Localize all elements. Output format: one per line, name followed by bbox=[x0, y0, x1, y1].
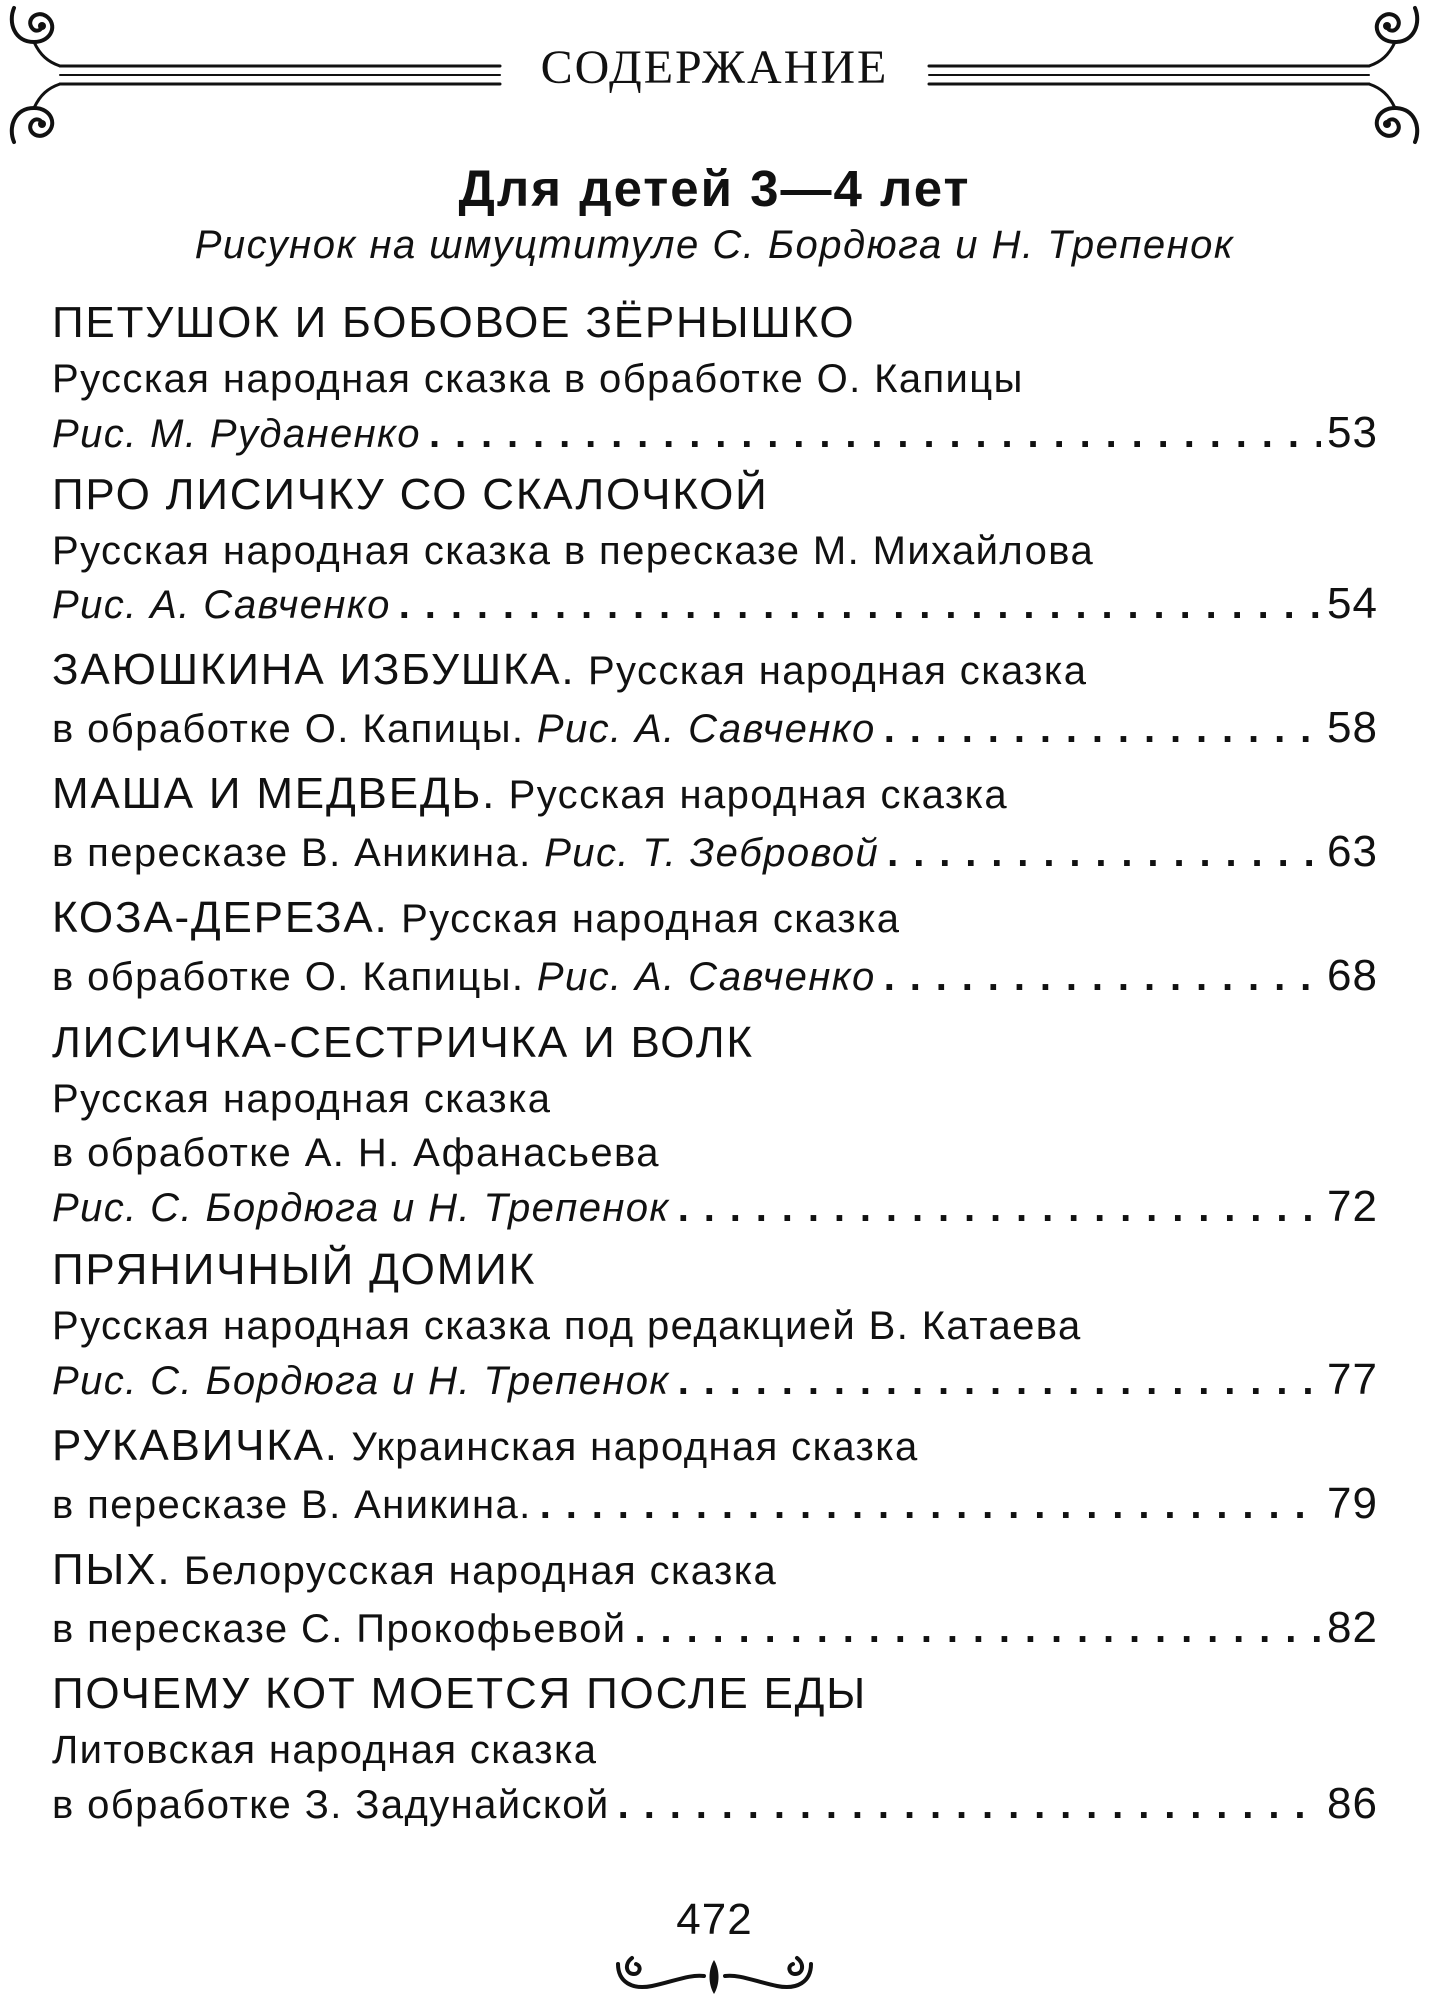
toc-entry-title[interactable]: МАША И МЕДВЕДЬ. bbox=[52, 769, 497, 818]
toc-entry-page[interactable]: 86 bbox=[1327, 1779, 1378, 1828]
toc-entry-credit-line bbox=[52, 1600, 1378, 1657]
toc-entry-page[interactable]: 72 bbox=[1327, 1182, 1378, 1231]
dot-leader bbox=[635, 1601, 1322, 1657]
dot-leader bbox=[887, 825, 1321, 881]
toc-entry-illustrator: Рис. С. Бордюга и Н. Трепенок bbox=[52, 1359, 670, 1403]
page-heading: СОДЕРЖАНИЕ bbox=[540, 41, 889, 94]
toc-entry-page[interactable]: 63 bbox=[1327, 827, 1378, 876]
toc-entry-description: в обработке А. Н. Афанасьева bbox=[52, 1131, 660, 1175]
toc-entry-title[interactable]: ЗАЮШКИНА ИЗБУШКА. bbox=[52, 645, 576, 694]
dot-leader bbox=[678, 1180, 1321, 1236]
toc-entry-description: Белорусская народная сказка bbox=[183, 1549, 778, 1593]
toc-entry-description: Русская народная сказка в пересказе М. Михайлова bbox=[52, 529, 1095, 573]
toc-entry-credit-line bbox=[52, 948, 1378, 1005]
toc-entry-title[interactable]: КОЗА-ДЕРЕЗА. bbox=[52, 893, 389, 942]
toc-entry-page[interactable]: 82 bbox=[1327, 1603, 1378, 1652]
toc-entry-description: в обработке О. Капицы. bbox=[52, 955, 525, 999]
toc-entry-title[interactable]: РУКАВИЧКА. bbox=[52, 1421, 339, 1470]
dot-leader bbox=[884, 701, 1321, 757]
toc-entry-description: в обработке З. Задунайской bbox=[52, 1783, 610, 1827]
toc-entry-illustrator: Рис. А. Савченко bbox=[536, 955, 876, 999]
toc-entry-description: Литовская народная сказка bbox=[52, 1728, 598, 1772]
toc-entry-page[interactable]: 54 bbox=[1327, 579, 1378, 628]
toc-entry-illustrator: Рис. С. Бордюга и Н. Трепенок bbox=[52, 1186, 670, 1230]
toc-entry-page[interactable]: 58 bbox=[1327, 703, 1378, 752]
toc-entry-illustrator: Рис. М. Руданенко bbox=[52, 412, 421, 456]
toc-entry-description: Русская народная сказка bbox=[587, 649, 1088, 693]
toc-entry-credit-line bbox=[52, 1476, 1378, 1533]
toc-entry-credit-line bbox=[52, 700, 1378, 757]
footer-scroll-ornament-icon bbox=[612, 1952, 817, 1996]
toc-entry-page[interactable]: 77 bbox=[1327, 1355, 1378, 1404]
page-header bbox=[0, 0, 1429, 150]
toc-entry-title[interactable]: ПРЯНИЧНЫЙ ДОМИК bbox=[52, 1245, 537, 1294]
toc-entry-heading-line bbox=[52, 642, 1378, 699]
dot-leader bbox=[678, 1353, 1321, 1409]
toc-entry-page[interactable]: 68 bbox=[1327, 951, 1378, 1000]
toc-entry-description: Украинская народная сказка bbox=[351, 1425, 919, 1469]
toc-entry-description: Русская народная сказка под редакцией В. Катаева bbox=[52, 1304, 1082, 1348]
toc-entry-heading-line bbox=[52, 1418, 1378, 1475]
toc-entry-credit-line bbox=[52, 405, 1378, 462]
toc-entry-title[interactable]: ПРО ЛИСИЧКУ СО СКАЛОЧКОЙ bbox=[52, 470, 769, 519]
toc-entry-heading-line bbox=[52, 890, 1378, 947]
toc-entry-title[interactable]: ПОЧЕМУ КОТ МОЕТСЯ ПОСЛЕ ЕДЫ bbox=[52, 1669, 868, 1718]
page-number: 472 bbox=[676, 1895, 753, 1944]
toc-entry-credit-line bbox=[52, 1352, 1378, 1409]
dot-leader bbox=[429, 406, 1321, 462]
toc-entry-credit-line bbox=[52, 1179, 1378, 1236]
toc-entry-title[interactable]: ЛИСИЧКА-СЕСТРИЧКА И ВОЛК bbox=[52, 1018, 754, 1067]
toc-entry-description: Русская народная сказка bbox=[508, 773, 1009, 817]
toc-entry-description: в пересказе С. Прокофьевой bbox=[52, 1607, 627, 1651]
dot-leader bbox=[884, 949, 1321, 1005]
toc-entry-credit-line bbox=[52, 576, 1378, 633]
toc-entry-credit-line bbox=[52, 824, 1378, 881]
toc-entry-heading-line bbox=[52, 1542, 1378, 1599]
toc-entry-credit-line bbox=[52, 1776, 1378, 1833]
toc-entry-heading-line bbox=[52, 766, 1378, 823]
toc-entry-page[interactable]: 53 bbox=[1327, 408, 1378, 457]
toc-entry-illustrator: Рис. А. Савченко bbox=[536, 707, 876, 751]
toc-entry-description: в пересказе В. Аникина. bbox=[52, 831, 532, 875]
dot-leader bbox=[399, 577, 1321, 633]
toc-entry-description: Русская народная сказка в обработке О. Капицы bbox=[52, 357, 1024, 401]
toc-entry-title[interactable]: ПЕТУШОК И БОБОВОЕ ЗЁРНЫШКО bbox=[52, 298, 856, 347]
toc-entry-description: в пересказе В. Аникина. bbox=[52, 1483, 532, 1527]
toc-entry-illustrator: Рис. Т. Зебровой bbox=[544, 831, 880, 875]
toc-entry-description: Русская народная сказка bbox=[52, 1077, 552, 1121]
toc-entry-description: Русская народная сказка bbox=[401, 897, 901, 941]
dot-leader bbox=[618, 1777, 1321, 1833]
toc-entry-title[interactable]: ПЫХ. bbox=[52, 1545, 172, 1594]
section-title: Для детей 3—4 лет bbox=[458, 160, 971, 217]
toc-entry-description: в обработке О. Капицы. bbox=[52, 707, 525, 751]
dot-leader bbox=[540, 1477, 1321, 1533]
toc-entry-page[interactable]: 79 bbox=[1327, 1479, 1378, 1528]
section-subtitle: Рисунок на шмуцтитуле С. Бордюга и Н. Трепенок bbox=[194, 223, 1235, 267]
toc-entry-illustrator: Рис. А. Савченко bbox=[52, 583, 391, 627]
